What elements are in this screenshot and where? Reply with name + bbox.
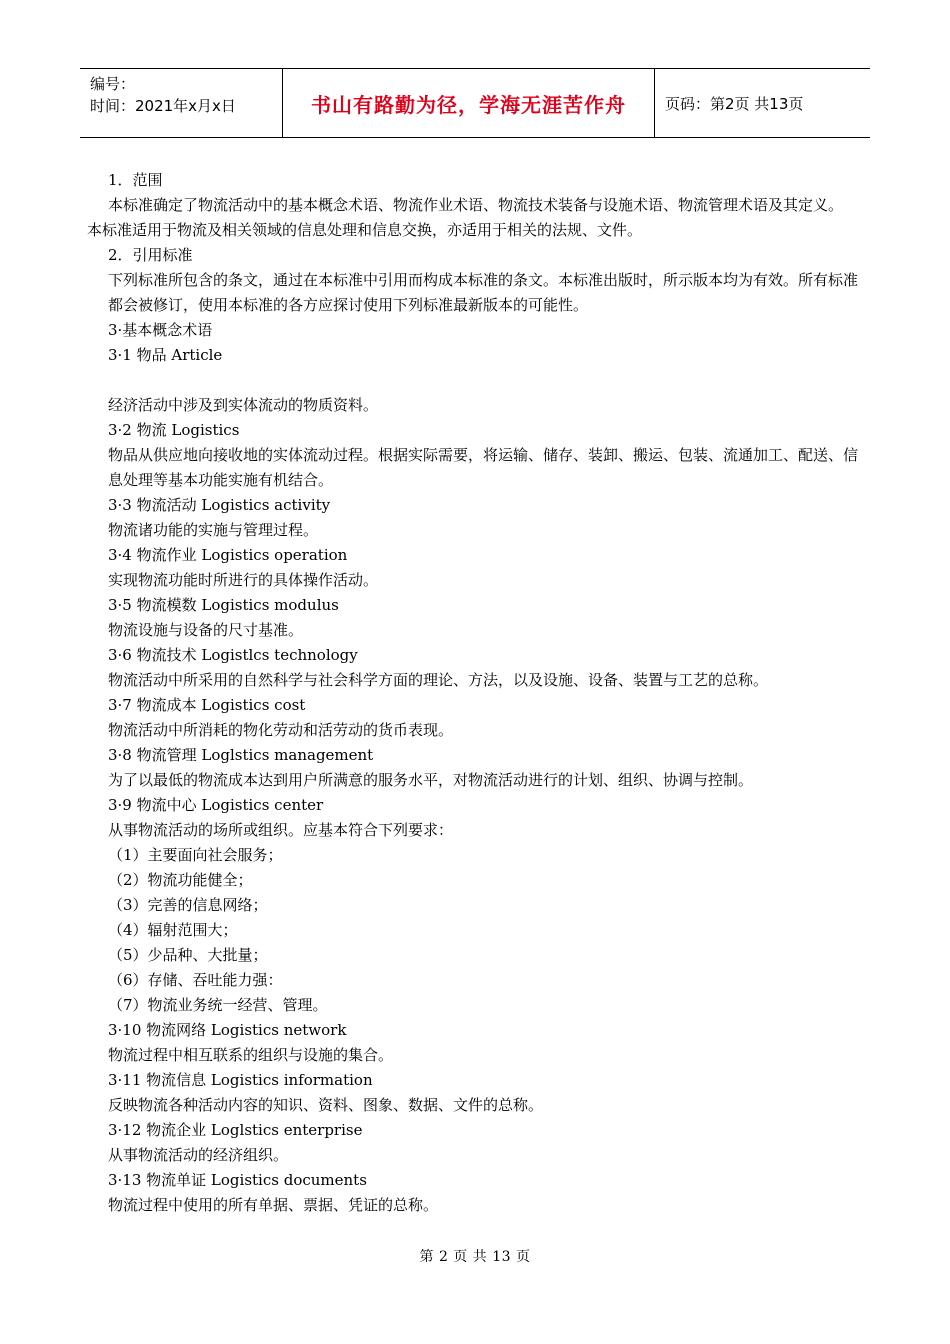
text-line: 下列标准所包含的条文，通过在本标准中引用而构成本标准的条文。本标准出版时，所示版本均为有效。所有标准都会被修订，使用本标准的各方应探讨使用下列标准最新版本的可能性。	[108, 271, 859, 314]
text-line: 物流设施与设备的尺寸基准。	[108, 621, 304, 639]
page-footer: 第 2 页 共 13 页	[419, 1249, 531, 1265]
header-left-cell	[80, 69, 282, 137]
text-line: （7）物流业务统一经营、管理。	[108, 996, 328, 1014]
text-line: 本标准适用于物流及相关领域的信息处理和信息交换，亦适用于相关的法规、文件。	[87, 221, 643, 239]
text-line: 2．引用标准	[108, 246, 193, 264]
header-motto-cell	[282, 69, 655, 137]
text-line: 物品从供应地向接收地的实体流动过程。根据实际需要，将运输、储存、装卸、搬运、包装、流通加工、配送、信息处理等基本功能实施有机结合。	[108, 446, 859, 489]
text-line: （1）主要面向社会服务；	[108, 846, 283, 864]
text-line: 从事物流活动的场所或组织。应基本符合下列要求：	[108, 821, 454, 839]
text-line: 3·13 物流单证 Logistics documents	[108, 1171, 367, 1189]
text-line: 物流过程中相互联系的组织与设施的集合。	[108, 1046, 394, 1064]
text-line: 物流诸功能的实施与管理过程。	[108, 521, 319, 539]
text-line: 经济活动中涉及到实体流动的物质资料。	[108, 396, 379, 414]
text-line: 3·7 物流成本 Logistics cost	[108, 696, 306, 714]
text-line: （2）物流功能健全；	[108, 871, 253, 889]
page-info: 页码：第2页 共13页	[665, 94, 804, 113]
text-line: 3·6 物流技术 Logistlcs technology	[108, 646, 358, 664]
header-right-cell	[655, 69, 870, 137]
text-line: 反映物流各种活动内容的知识、资料、图象、数据、文件的总称。	[108, 1096, 544, 1114]
text-line: 3·基本概念术语	[108, 321, 213, 339]
text-line: 3·1 物品 Article	[108, 346, 223, 364]
text-line: （4）辐射范围大；	[108, 921, 238, 939]
text-line: 1．范围	[108, 171, 163, 189]
text-line	[87, 368, 865, 393]
number-label: 编号：	[90, 75, 136, 93]
text-line: 3·10 物流网络 Logistics network	[108, 1021, 347, 1039]
text-line: 实现物流功能时所进行的具体操作活动。	[108, 571, 379, 589]
text-line: （3）完善的信息网络；	[108, 896, 268, 914]
text-line: 3·3 物流活动 Logistics activity	[108, 496, 331, 514]
text-line: 为了以最低的物流成本达到用户所满意的服务水平，对物流活动进行的计划、组织、协调与控制。	[108, 771, 754, 789]
text-line: 物流活动中所采用的自然科学与社会科学方面的理论、方法，以及设施、设备、装置与工艺的总称。	[108, 671, 769, 689]
text-line: 从事物流活动的经济组织。	[108, 1146, 289, 1164]
text-line: 3·12 物流企业 Loglstics enterprise	[108, 1121, 363, 1139]
text-line: 3·4 物流作业 Logistics operation	[108, 546, 348, 564]
time-label: 时间：2021年x月x日	[90, 97, 236, 115]
text-line: 物流过程中使用的所有单据、票据、凭证的总称。	[108, 1196, 439, 1214]
text-line: 3·8 物流管理 Loglstics management	[108, 746, 374, 764]
text-line: 3·2 物流 Logistics	[108, 421, 240, 439]
document-body	[87, 168, 865, 1218]
text-line: 3·5 物流模数 Logistics modulus	[108, 596, 339, 614]
motto-text: 书山有路勤为径，学海无涯苦作舟	[311, 92, 626, 117]
text-line: 本标准确定了物流活动中的基本概念术语、物流作业术语、物流技术装备与设施术语、物流管理术语及其定义。	[108, 196, 844, 214]
text-line: 物流活动中所消耗的物化劳动和活劳动的货币表现。	[108, 721, 454, 739]
text-line: （5）少品种、大批量；	[108, 946, 268, 964]
page-header	[80, 68, 870, 138]
text-line: （6）存储、吞吐能力强：	[108, 971, 283, 989]
text-line: 3·9 物流中心 Logistics center	[108, 796, 324, 814]
text-line: 3·11 物流信息 Logistics information	[108, 1071, 373, 1089]
